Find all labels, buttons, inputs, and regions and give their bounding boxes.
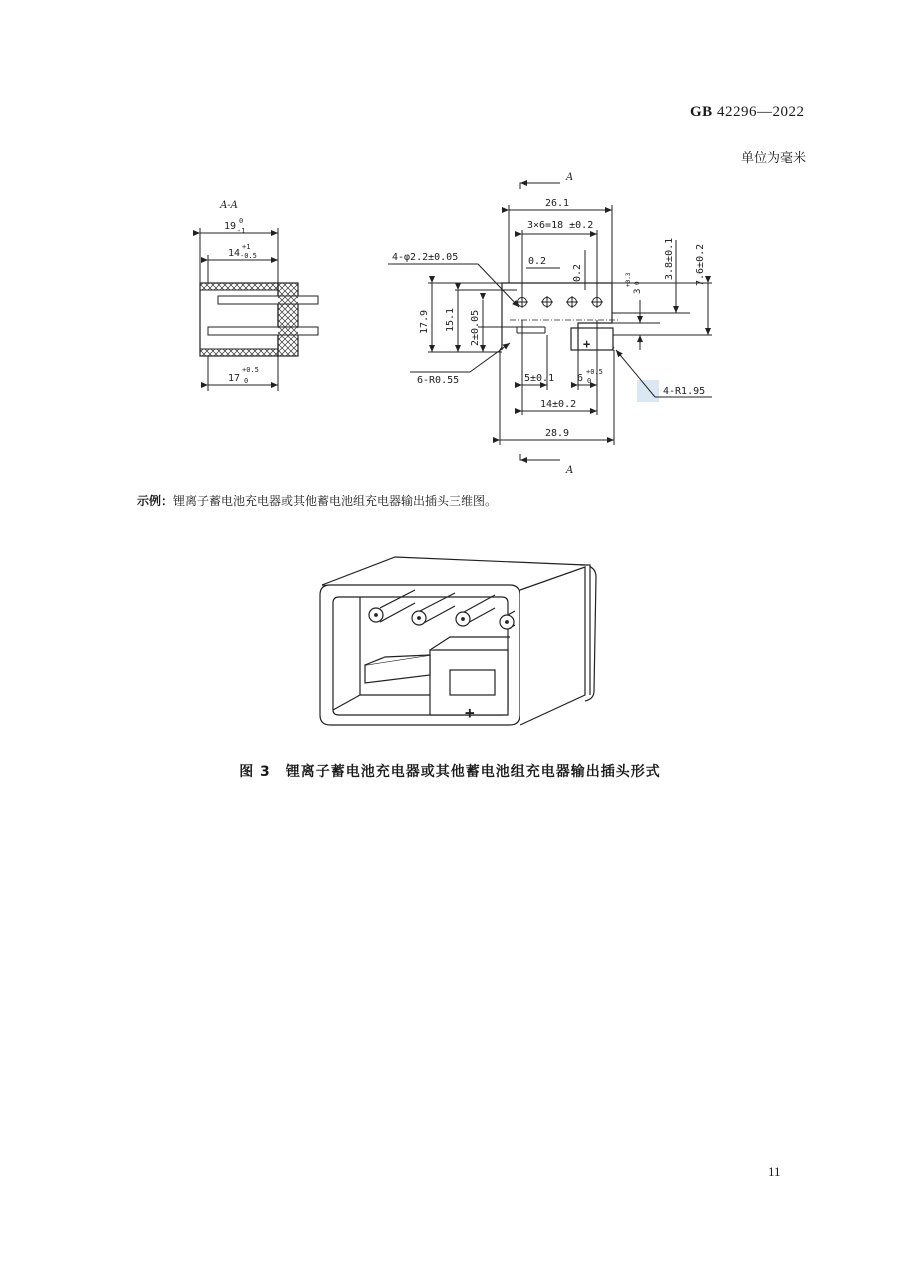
dim-3x6: 3×6=18 ±0.2 [527,220,594,231]
plug-3d-illustration [300,545,610,745]
standard-number: 42296—2022 [716,104,805,120]
dim-3-upper: +0.3 [625,272,632,287]
dim-radius-small: 6-R0.55 [417,375,460,386]
dim-7-6: 7.6±0.2 [695,243,706,286]
dim-6: 6 [577,373,584,384]
dim-17: 17 [228,373,241,384]
dim-2: 2±0.05 [470,309,481,346]
dim-0-2-b: 0.2 [572,263,583,282]
dim-19-upper: 0 [239,217,244,225]
dim-3-lower: 0 [634,281,641,285]
dim-14: 14 [228,248,241,259]
dim-19: 19 [224,221,237,232]
dim-holes: 4-φ2.2±0.05 [392,252,459,263]
dim-17-lower: 0 [244,377,249,385]
section-view [200,200,318,391]
unit-note: 单位为毫米 [740,151,806,166]
dim-14-front: 14±0.2 [540,399,577,410]
dim-radius-large: 4-R1.95 [663,386,706,397]
section-title: A-A [220,200,238,211]
dim-26-1: 26.1 [545,198,570,209]
dim-17-upper: +0.5 [242,366,259,374]
figure-caption: 图 3 锂离子蓄电池充电器或其他蓄电池组充电器输出插头形式 [239,764,661,780]
dim-17-9: 17.9 [419,309,430,334]
dim-14-upper: +1 [242,243,251,251]
page-number: 11 [768,1164,781,1179]
plus-mark: + [583,337,591,351]
dim-0-2-a: 0.2 [528,256,547,267]
plus-mark-3d: + [465,703,475,722]
dim-14-lower: -0.5 [240,252,257,260]
example-label: 示例： [137,494,174,508]
dim-6-lower: 0 [587,377,592,385]
highlight-mark [637,380,659,402]
standard-prefix: GB [690,104,713,120]
hole-3 [566,296,578,308]
section-mark-bottom: A [566,465,574,476]
dim-19-lower: -1 [237,227,246,235]
dim-3-8: 3.8±0.1 [664,237,675,280]
hole-4 [591,296,603,308]
dim-6-upper: +0.5 [586,368,603,376]
example-body: 锂离子蓄电池充电器或其他蓄电池组充电器输出插头三维图。 [173,494,498,508]
dim-15-1: 15.1 [445,307,456,332]
front-view [388,172,712,476]
section-mark-top: A [566,172,574,183]
dim-3: 3 [633,288,643,294]
example-text [137,492,497,509]
dim-28-9: 28.9 [545,428,570,439]
dim-5: 5±0.1 [524,373,555,384]
technical-drawing [0,0,900,480]
hole-2 [541,296,553,308]
